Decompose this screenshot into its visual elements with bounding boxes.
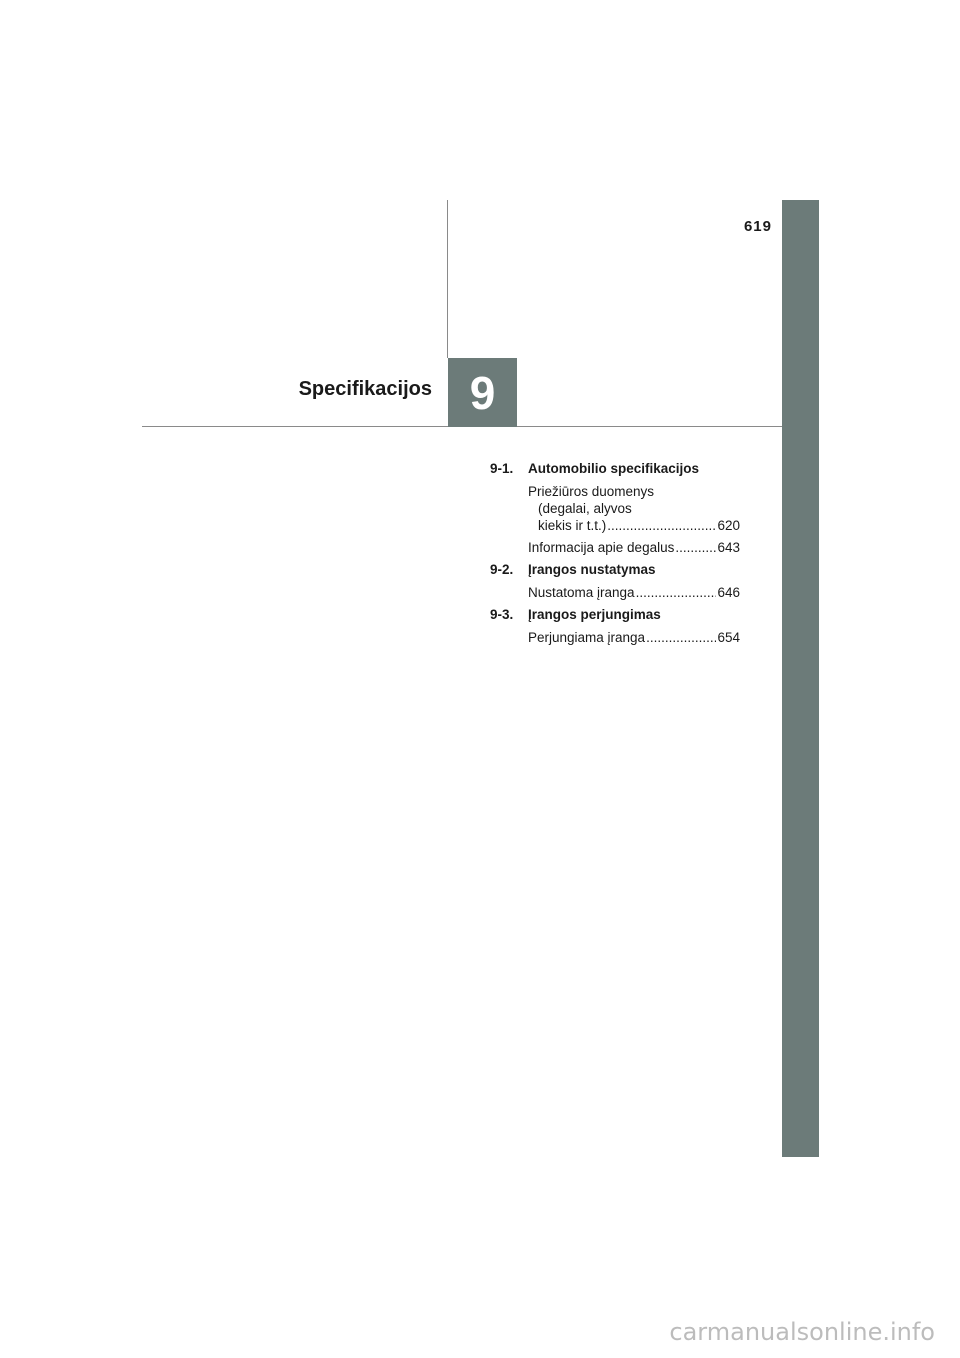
toc-entry-page: 620 <box>717 518 740 533</box>
chapter-number-box: 9 <box>448 358 517 427</box>
dot-leader <box>646 629 716 646</box>
toc-section-title: Įrangos nustatymas <box>528 562 656 577</box>
toc-section-heading[interactable] <box>490 460 740 477</box>
toc-entry-page: 654 <box>717 630 740 645</box>
page-number: 619 <box>743 218 772 235</box>
toc-section-heading[interactable] <box>490 606 740 623</box>
toc-section-number: 9-2. <box>490 562 514 577</box>
toc-entry-line: kiekis ir t.t.) <box>538 518 607 533</box>
toc-entry[interactable] <box>528 483 740 534</box>
toc-entry-line: (degalai, alyvos <box>538 501 632 516</box>
vertical-rule <box>447 200 448 358</box>
toc-entry-page: 643 <box>717 540 740 555</box>
toc-section-title: Automobilio specifikacijos <box>528 461 700 476</box>
dot-leader <box>607 517 716 534</box>
toc-section-number: 9-1. <box>490 461 514 476</box>
dot-leader <box>636 584 717 601</box>
toc-section-heading[interactable] <box>490 561 740 578</box>
toc-entry-text: Perjungiama įranga <box>528 630 646 645</box>
chapter-title: Specifikacijos <box>298 378 432 400</box>
toc-section-number: 9-3. <box>490 607 514 622</box>
toc-entry-page: 646 <box>717 585 740 600</box>
chapter-side-tab <box>782 200 819 1157</box>
toc-section-title: Įrangos perjungimas <box>528 607 661 622</box>
table-of-contents <box>490 460 740 651</box>
toc-entry[interactable] <box>528 539 740 556</box>
toc-entry[interactable] <box>528 629 740 646</box>
toc-entry-text: Nustatoma įranga <box>528 585 635 600</box>
toc-entry[interactable] <box>528 584 740 601</box>
toc-entry-line: Priežiūros duomenys <box>528 484 655 499</box>
toc-entry-text: Informacija apie degalus <box>528 540 675 555</box>
dot-leader <box>675 539 716 556</box>
watermark: carmanualsonline.info <box>669 1318 935 1346</box>
